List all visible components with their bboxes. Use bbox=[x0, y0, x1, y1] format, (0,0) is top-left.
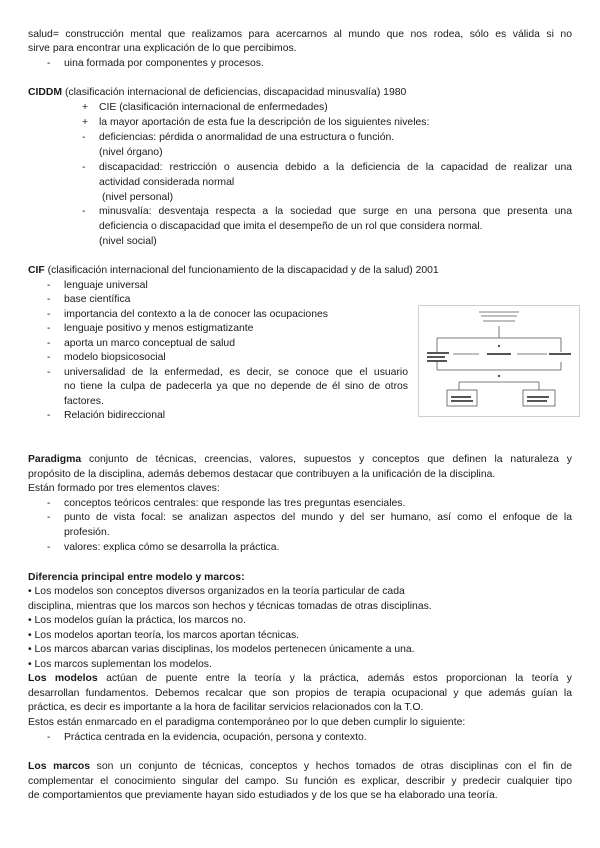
paradigma-line-2: propósito de la disciplina, además debemos destacar que contribuyen a la unificación de la disciplina. bbox=[28, 469, 496, 480]
cif-item: modelo biopsicosocial bbox=[64, 352, 166, 363]
diferencia-line: • Los marcos suplementan los modelos. bbox=[28, 659, 212, 670]
dash-marker: - bbox=[82, 206, 86, 217]
modelos-definition: actúan de puente entre la teoría y la práctica, además estos proporcionan la teoría y bbox=[97, 673, 572, 684]
dash-marker: - bbox=[47, 367, 51, 378]
dash-marker: - bbox=[47, 732, 51, 743]
diferencia-line: • Los modelos aportan teoría, los marcos aportan técnicas. bbox=[28, 630, 300, 641]
dash-marker: - bbox=[47, 323, 51, 334]
bullet-marker: - bbox=[47, 58, 51, 69]
paradigma-item-3: valores: explica cómo se desarrolla la práctica. bbox=[64, 542, 280, 553]
diferencia-line: • Los modelos son conceptos diversos organizados en la teoría particular de cada bbox=[28, 586, 405, 597]
intro-bullet: uina formada por componentes y procesos. bbox=[64, 58, 264, 69]
cif-diagram-image bbox=[418, 305, 580, 417]
ciddm-deficiencias: deficiencias: pérdida o anormalidad de una estructura o función. bbox=[99, 132, 395, 143]
dash-marker: - bbox=[47, 294, 51, 305]
dash-marker: - bbox=[47, 512, 51, 523]
cif-item-cont: factores. bbox=[64, 396, 104, 407]
cif-heading bbox=[28, 264, 439, 278]
marcos-line-1 bbox=[28, 760, 572, 774]
ciddm-plus-1: CIE (clasificación internacional de enfermedades) bbox=[99, 102, 328, 113]
paradigma-item-1: conceptos teóricos centrales: que responde las tres preguntas esenciales. bbox=[64, 498, 406, 509]
paradigma-definition: conjunto de técnicas, creencias, valores, supuestos y conceptos que definen la naturaleza y bbox=[81, 454, 572, 465]
ciddm-minusvalia-level: (nivel social) bbox=[99, 236, 157, 247]
cif-item: importancia del contexto a la de conocer las ocupaciones bbox=[64, 309, 328, 320]
paradigma-item-2-cont: profesión. bbox=[64, 527, 110, 538]
modelos-line-2: desarrollan fundamentos. Debemos recalcar que son propios de terapia ocupacional y que además guían la bbox=[28, 688, 572, 699]
diferencia-line: • Los marcos abarcan varias disciplinas, los modelos pertenecen únicamente a una. bbox=[28, 644, 415, 655]
diferencia-line: • Los modelos guían la práctica, los marcos no. bbox=[28, 615, 246, 626]
ciddm-discapacidad-cont: actividad considerada normal bbox=[99, 177, 235, 188]
modelos-line-3: práctica, es decir es importante a la hora de facilitar servicios relacionados con la T.O. bbox=[28, 702, 424, 713]
ciddm-heading bbox=[28, 86, 406, 100]
paradigma-line-3: Están formado por tres elementos claves: bbox=[28, 483, 220, 494]
dash-marker: - bbox=[47, 410, 51, 421]
modelos-line-1 bbox=[28, 672, 572, 686]
dash-marker: - bbox=[82, 162, 86, 173]
marcos-line-2: complementar el conocimiento singular del campo. Su función es explicar, describir y predecir cualquier tipo bbox=[28, 776, 572, 787]
cif-description: (clasificación internacional del funcionamiento de la discapacidad y de la salud) 2001 bbox=[44, 265, 439, 276]
diferencia-title: Diferencia principal entre modelo y marcos: bbox=[28, 572, 245, 583]
dash-marker: - bbox=[47, 498, 51, 509]
paradigma-item-2: punto de vista focal: se analizan aspectos del mundo y del ser humano, así como el enfoque de la bbox=[64, 512, 572, 523]
plus-marker: + bbox=[82, 102, 89, 113]
dash-marker: - bbox=[47, 352, 51, 363]
marcos-definition: son un conjunto de técnicas, conceptos y hechos tomados de otras disciplinas con el fin de bbox=[90, 761, 572, 772]
ciddm-discapacidad-level: (nivel personal) bbox=[102, 192, 174, 203]
ciddm-minusvalia: minusvalía: desventaja respecta a la sociedad que surge en una persona que presenta una bbox=[99, 206, 572, 217]
modelos-item: Práctica centrada en la evidencia, ocupación, persona y contexto. bbox=[64, 732, 367, 743]
modelos-term: Los modelos bbox=[28, 673, 98, 684]
dash-marker: - bbox=[47, 338, 51, 349]
cif-item: aporta un marco conceptual de salud bbox=[64, 338, 235, 349]
cif-item: lenguaje universal bbox=[64, 280, 148, 291]
ciddm-deficiencias-level: (nivel órgano) bbox=[99, 147, 163, 158]
cif-term: CIF bbox=[28, 265, 45, 276]
dash-marker: - bbox=[47, 280, 51, 291]
ciddm-term: CIDDM bbox=[28, 87, 63, 98]
intro-line-2: sirve para encontrar una explicación de lo que percibimos. bbox=[28, 43, 297, 54]
dash-marker: - bbox=[47, 309, 51, 320]
marcos-term: Los marcos bbox=[28, 761, 91, 772]
paradigma-term: Paradigma bbox=[28, 454, 82, 465]
ciddm-description: (clasificación internacional de deficiencias, discapacidad minusvalía) 1980 bbox=[62, 87, 407, 98]
paradigma-line-1 bbox=[28, 453, 572, 467]
ciddm-minusvalia-cont: deficiencia o discapacidad que imita el desempeño de un rol que considera normal. bbox=[99, 221, 483, 232]
cif-item: Relación bidireccional bbox=[64, 410, 166, 421]
cif-item: universalidad de la enfermedad, es decir, se conoce que el usuario bbox=[64, 367, 408, 378]
cif-item-cont: no tiene la culpa de padecerla ya que no depende de él sino de otros bbox=[64, 381, 408, 392]
cif-item: lenguaje positivo y menos estigmatizante bbox=[64, 323, 254, 334]
plus-marker: + bbox=[82, 117, 89, 128]
dash-marker: - bbox=[82, 132, 86, 143]
modelos-line-4: Estos están enmarcado en el paradigma contemporáneo por lo que deben cumplir lo siguiente: bbox=[28, 717, 466, 728]
ciddm-plus-2: la mayor aportación de esta fue la descripción de los siguientes niveles: bbox=[99, 117, 430, 128]
ciddm-discapacidad: discapacidad: restricción o ausencia debido a la deficiencia de la capacidad de realizar una bbox=[99, 162, 572, 173]
dash-marker: - bbox=[47, 542, 51, 553]
cif-item: base científica bbox=[64, 294, 131, 305]
intro-line-1: salud= construcción mental que realizamos para acercarnos al mundo que nos rodea, sólo es válida si no bbox=[28, 29, 572, 40]
marcos-line-3: de comportamientos que previamente hayan sido estudiados y de los que se ha elaborado una teoría. bbox=[28, 790, 498, 801]
diferencia-line: disciplina, mientras que los marcos son hechos y técnicas tomadas de otras disciplinas. bbox=[28, 601, 432, 612]
cif-diagram-graphic bbox=[419, 306, 579, 416]
